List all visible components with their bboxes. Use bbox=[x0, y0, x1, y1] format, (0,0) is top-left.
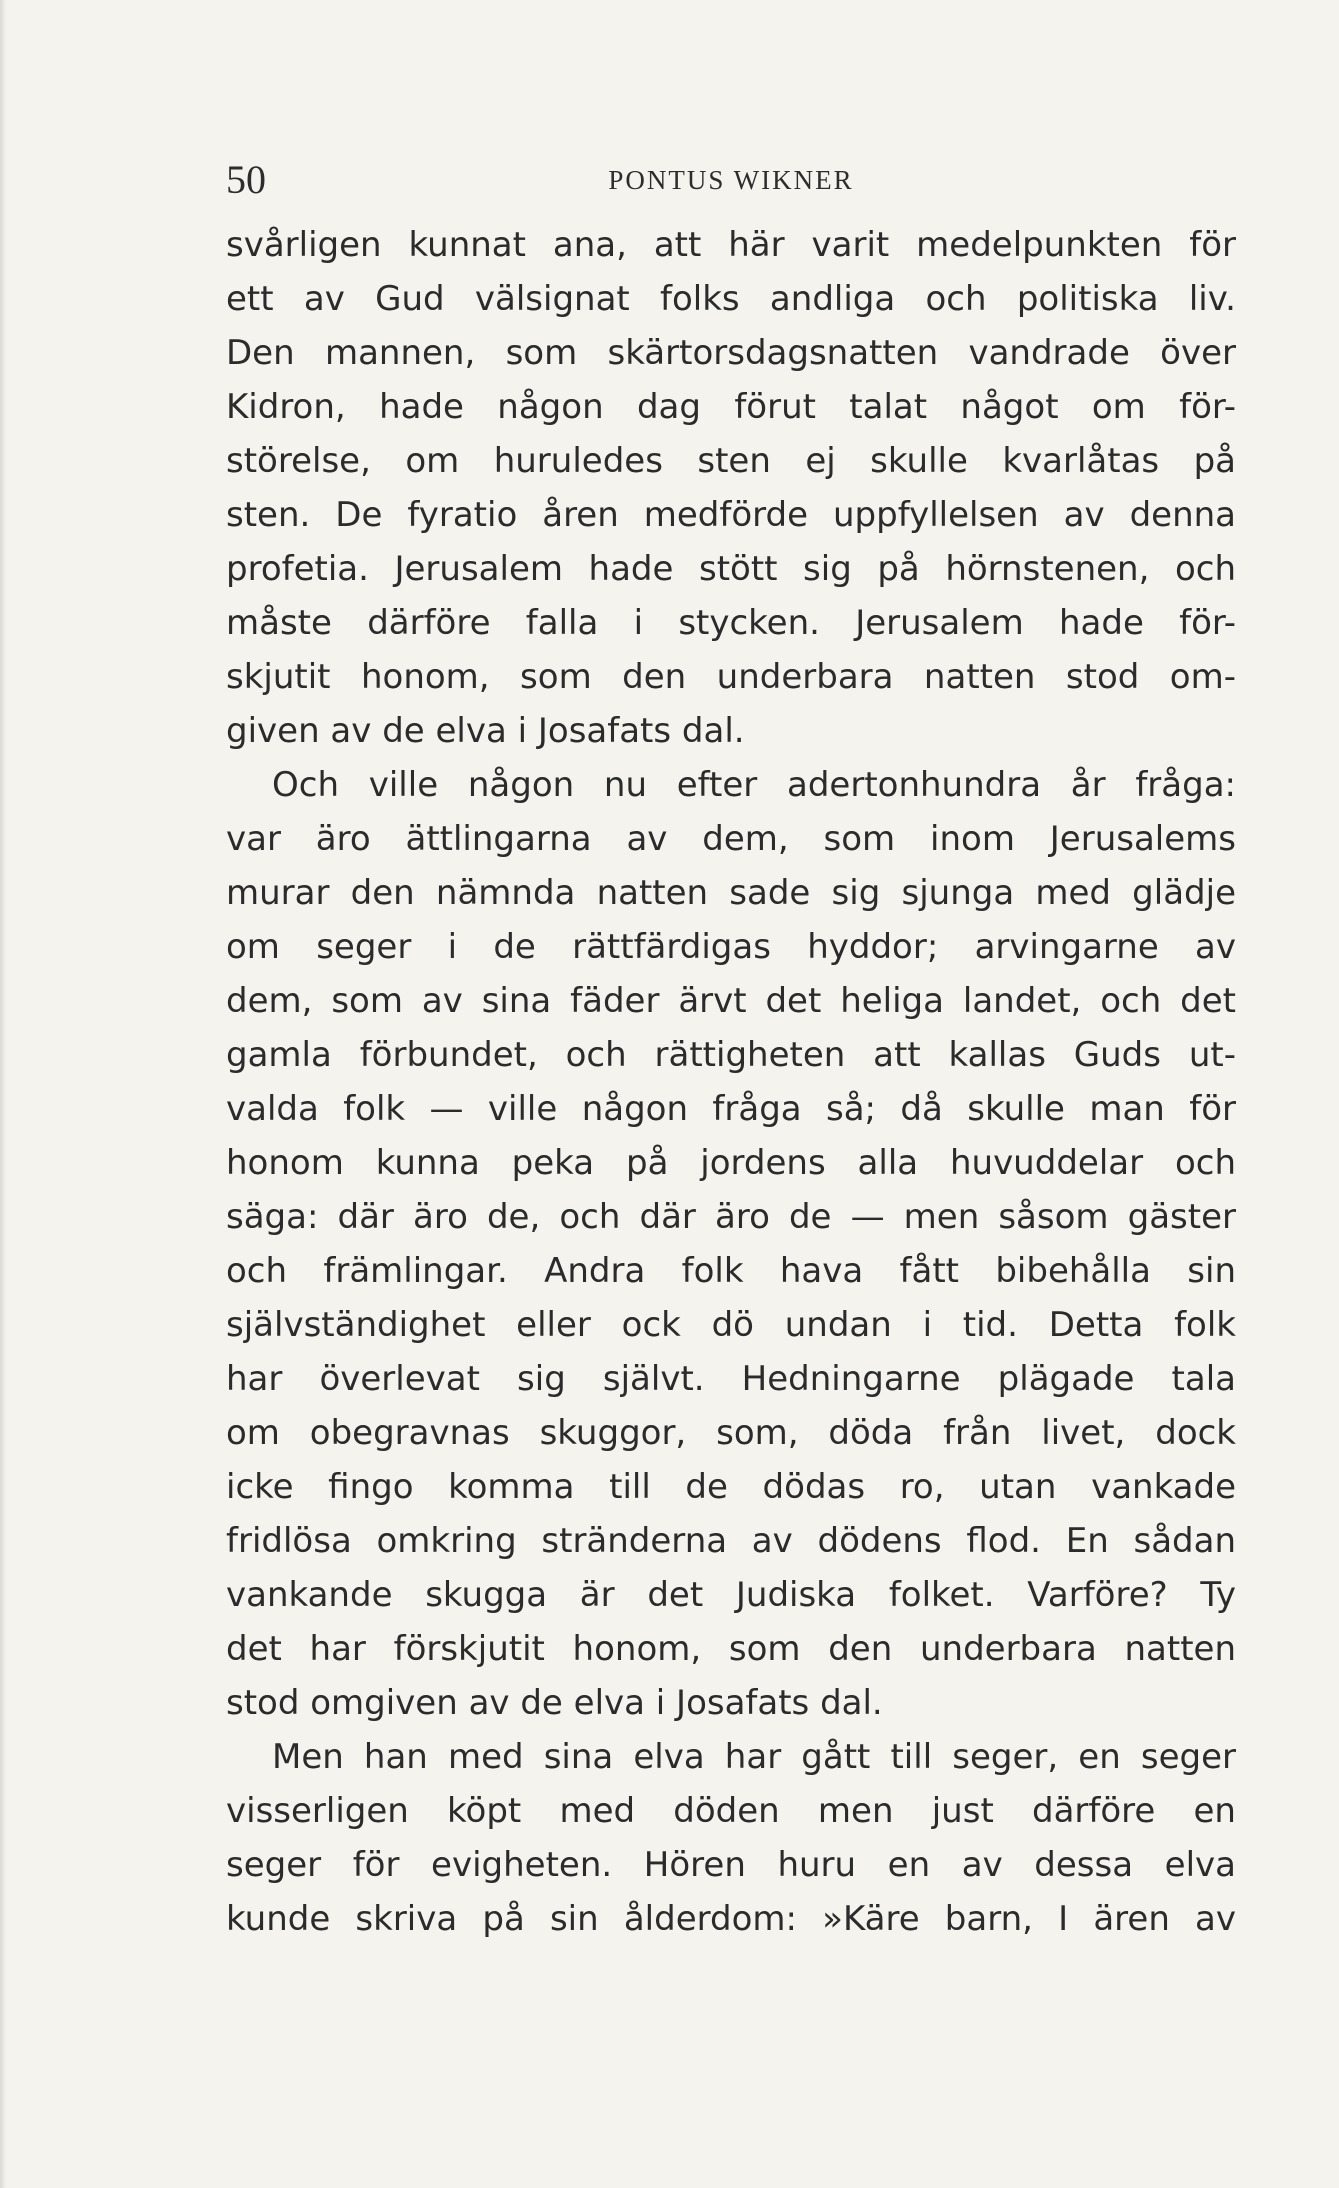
text-line: Men han med sina elva har gått till seger, en seger bbox=[272, 1737, 1236, 1777]
text-line: stod omgiven av de elva i Josafats dal. bbox=[226, 1683, 883, 1723]
text-line: störelse, om huruledes sten ej skulle kvarlåtas på bbox=[226, 441, 1236, 481]
text-line: murar den nämnda natten sade sig sjunga med glädje bbox=[226, 873, 1236, 913]
text-line: kunde skriva på sin ålderdom: »Käre barn, I ären av bbox=[226, 1899, 1236, 1939]
text-line: fridlösa omkring stränderna av dödens flod. En sådan bbox=[226, 1521, 1236, 1561]
text-line: har överlevat sig självt. Hedningarne plägade tala bbox=[226, 1359, 1236, 1399]
body-text bbox=[226, 218, 1236, 1946]
text-line: Den mannen, som skärtorsdagsnatten vandrade över bbox=[226, 333, 1236, 373]
text-line: säga: där äro de, och där äro de — men såsom gäster bbox=[226, 1197, 1236, 1237]
page-header bbox=[226, 150, 1236, 210]
text-line: skjutit honom, som den underbara natten stod om- bbox=[226, 657, 1236, 697]
text-line: profetia. Jerusalem hade stött sig på hörnstenen, och bbox=[226, 549, 1236, 589]
text-line: självständighet eller ock dö undan i tid. Detta folk bbox=[226, 1305, 1236, 1345]
text-line: Och ville någon nu efter adertonhundra år fråga: bbox=[272, 765, 1236, 805]
page-number: 50 bbox=[226, 157, 266, 202]
text-line: det har förskjutit honom, som den underbara natten bbox=[226, 1629, 1236, 1669]
text-line: honom kunna peka på jordens alla huvuddelar och bbox=[226, 1143, 1236, 1183]
text-line: svårligen kunnat ana, att här varit medelpunkten för bbox=[226, 225, 1236, 265]
text-line: måste därföre falla i stycken. Jerusalem hade för- bbox=[226, 603, 1236, 643]
text-line: icke fingo komma till de dödas ro, utan vankade bbox=[226, 1467, 1236, 1507]
text-line: var äro ättlingarna av dem, som inom Jerusalems bbox=[226, 819, 1236, 859]
text-line: given av de elva i Josafats dal. bbox=[226, 711, 745, 751]
text-line: och främlingar. Andra folk hava fått bibehålla sin bbox=[226, 1251, 1236, 1291]
text-line: om seger i de rättfärdigas hyddor; arvingarne av bbox=[226, 927, 1236, 967]
page-edge-shadow bbox=[0, 0, 6, 2188]
text-line: valda folk — ville någon fråga så; då skulle man för bbox=[226, 1089, 1236, 1129]
text-line: visserligen köpt med döden men just därföre en bbox=[226, 1791, 1236, 1831]
text-line: ett av Gud välsignat folks andliga och politiska liv. bbox=[226, 279, 1236, 319]
text-line: Kidron, hade någon dag förut talat något om för- bbox=[226, 387, 1236, 427]
text-line: gamla förbundet, och rättigheten att kallas Guds ut- bbox=[226, 1035, 1236, 1075]
running-head: PONTUS WIKNER bbox=[608, 165, 854, 195]
text-line: dem, som av sina fäder ärvt det heliga landet, och det bbox=[226, 981, 1236, 1021]
text-line: sten. De fyratio åren medförde uppfyllelsen av denna bbox=[226, 495, 1236, 535]
text-line: seger för evigheten. Hören huru en av dessa elva bbox=[226, 1845, 1236, 1885]
text-line: vankande skugga är det Judiska folket. Varföre? Ty bbox=[226, 1575, 1236, 1615]
text-line: om obegravnas skuggor, som, döda från livet, dock bbox=[226, 1413, 1236, 1453]
